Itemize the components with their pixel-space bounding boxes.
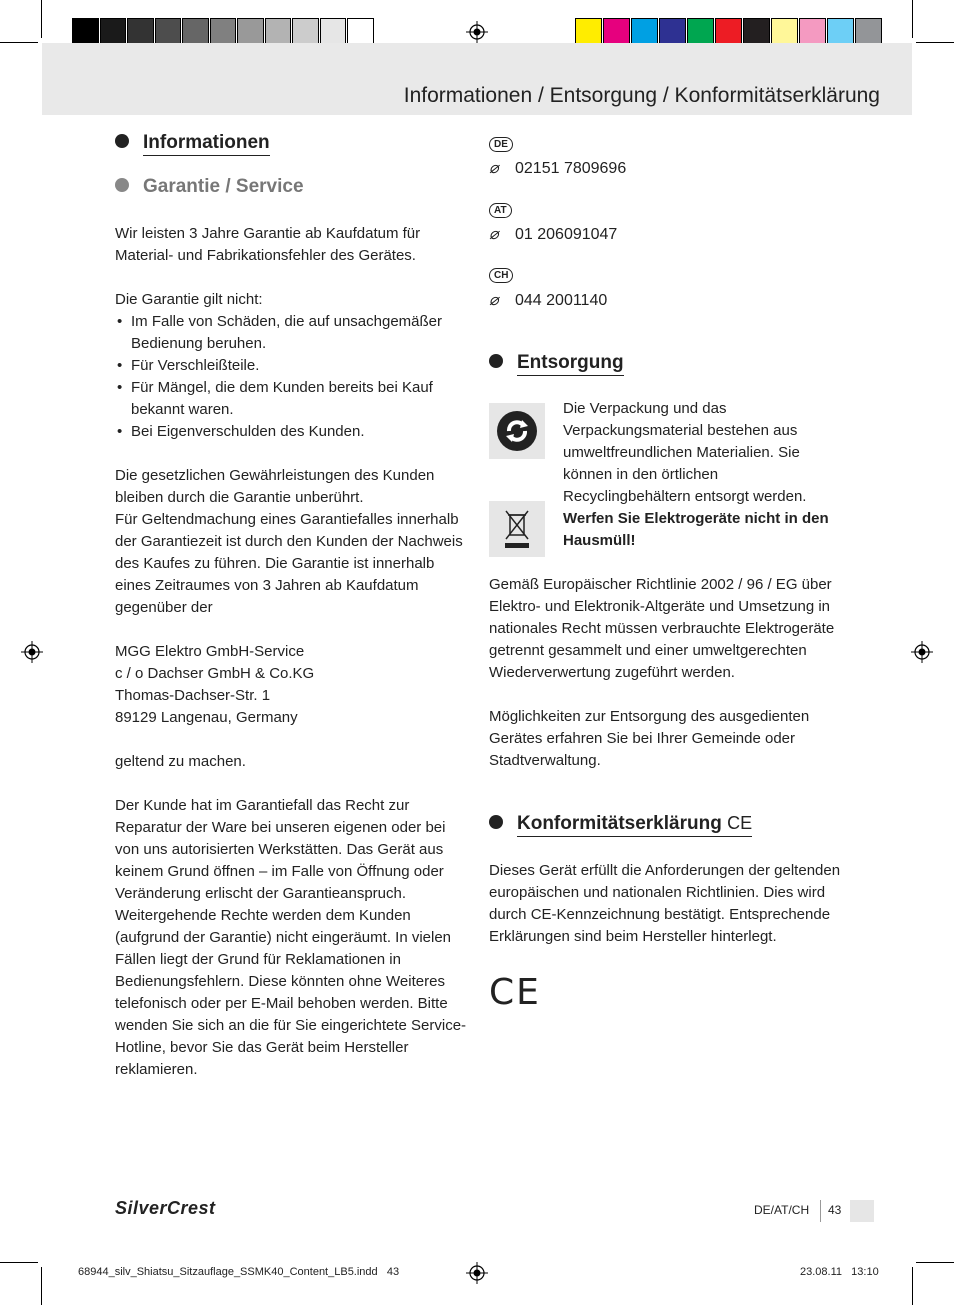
crop-mark [916, 42, 954, 43]
brand-logo: SilverCrest [115, 1198, 216, 1218]
paragraph: Für Geltendmachung eines Garantiefalles innerhalb der Garantiezeit ist durch den Kunden der Nachweis des Kaufes zu führen. Die Garantie ist innerhalb eines Zeitraumes von 3 Jahren ab Kaufdatum gegenüber der [115, 511, 463, 616]
address-line: 89129 Langenau, Germany [115, 709, 298, 726]
paragraph: Die Garantie gilt nicht: [115, 291, 263, 308]
crop-mark [912, 0, 913, 38]
page-number: 43 [828, 1203, 842, 1217]
entsorgung-text-block [489, 574, 847, 772]
hotline-number: ⌀ 02151 7809696 [489, 160, 627, 177]
bullet-dot-icon [115, 134, 129, 148]
ce-mark-icon: CE [489, 972, 541, 1013]
color-swatch [575, 18, 602, 46]
slug-file: 68944_silv_Shiatsu_Sitzauflage_SSMK40_Content_LB5.indd 43 [78, 1266, 400, 1278]
country-badge: CH [489, 268, 513, 283]
color-swatch [72, 18, 99, 46]
packaging-text: Die Verpackung und das Verpackungsmaterial bestehen aus umweltfreundlichen Materialien. Sie können in den örtlichen Recyclingbehältern entsorgt werden. [563, 400, 807, 505]
paragraph: Wir leisten 3 Jahre Garantie ab Kaufdatum für Material- und Fabrikationsfehler des Gerätes. [115, 225, 421, 264]
phone-icon: ⌀ [489, 226, 499, 243]
crop-mark [0, 1262, 38, 1263]
color-swatch [855, 18, 882, 46]
color-swatch [100, 18, 127, 46]
color-swatch [715, 18, 742, 46]
color-swatch [155, 18, 182, 46]
crop-mark [41, 0, 42, 38]
address-line: Thomas-Dachser-Str. 1 [115, 687, 271, 704]
color-swatch [799, 18, 826, 46]
color-swatch [182, 18, 209, 46]
list-item: • Für Mängel, die dem Kunden bereits bei Kauf bekannt waren. [115, 377, 467, 421]
garantie-text-block [115, 223, 467, 1081]
color-swatch [827, 18, 854, 46]
page-tab [850, 1200, 874, 1222]
country-badge: AT [489, 203, 512, 218]
color-swatch [292, 18, 319, 46]
section-heading-konformitaet: Konformitätserklärung CE [489, 813, 752, 835]
color-swatch [347, 18, 374, 46]
footer-countries: DE/AT/CH [754, 1203, 810, 1217]
paragraph: Die gesetzlichen Gewährleistungen des Kunden bleiben durch die Garantie unberührt. [115, 467, 435, 506]
bullet-dot-icon [115, 178, 129, 192]
color-swatch [265, 18, 292, 46]
section-heading-garantie: Garantie / Service [115, 176, 304, 198]
color-swatch [320, 18, 347, 46]
color-swatch [743, 18, 770, 46]
phone-icon: ⌀ [489, 160, 499, 177]
weee-warning: Werfen Sie Elektrogeräte nicht in den Hausmüll! [563, 510, 829, 549]
list-item: • Bei Eigenverschulden des Kunden. [115, 421, 467, 443]
registration-mark-icon [911, 641, 933, 663]
page-title: Informationen / Entsorgung / Konformitätserklärung [403, 84, 880, 107]
color-swatch [127, 18, 154, 46]
color-swatch [210, 18, 237, 46]
section-heading-entsorgung: Entsorgung [489, 352, 624, 374]
color-swatch [659, 18, 686, 46]
list-item: • Im Falle von Schäden, die auf unsachgemäßer Bedienung beruhen. [115, 311, 467, 355]
color-swatch [603, 18, 630, 46]
bullet-dot-icon [489, 354, 503, 368]
phone-icon: ⌀ [489, 292, 499, 309]
country-badge: DE [489, 137, 513, 152]
registration-mark-icon [466, 21, 488, 43]
paragraph: Der Kunde hat im Garantiefall das Recht zur Reparatur der Ware bei unseren eigenen oder bei von uns autorisierten Werkstätten. Das Gerät aus keinem Grund öffnen – im Falle von Öffnung oder Veränderung erlischt der Garantieanspruch. Weitergehende Rechte werden dem Kunden (aufgrund der Garantie) nicht eingeräumt. In vielen Fällen liegt der Grund für Reklamationen in Bedienungsfehlern. Diese könnten ohne Weiteres telefonisch oder per E-Mail behoben werden. Bitte wenden Sie sich an die für Sie eingerichtete Service-Hotline, bevor Sie das Gerät beim Hersteller reklamieren. [115, 797, 467, 1078]
address-line: MGG Elektro GmbH-Service [115, 643, 305, 660]
list-item: • Für Verschleißteile. [115, 355, 467, 377]
registration-mark-icon [21, 641, 43, 663]
crossed-bin-icon [489, 501, 545, 557]
slug-date: 23.08.11 13:10 [800, 1266, 879, 1278]
hotline-number: ⌀ 044 2001140 [489, 292, 608, 309]
crop-mark [0, 42, 38, 43]
paragraph: Möglichkeiten zur Entsorgung des ausgedienten Gerätes erfahren Sie bei Ihrer Gemeinde oder Stadtverwaltung. [489, 708, 810, 769]
crop-mark [916, 1262, 954, 1263]
crop-mark [41, 1267, 42, 1305]
ce-mark-small-icon: CE [727, 813, 753, 833]
color-swatch [687, 18, 714, 46]
konformitaet-text: Dieses Gerät erfüllt die Anforderungen der geltenden europäischen und nationalen Richtlinien. Dies wird durch CE-Kennzeichnung bestätigt. Entsprechende Erklärungen sind beim Hersteller hinterlegt. [489, 862, 841, 945]
recycling-icon [489, 403, 545, 459]
color-swatch [237, 18, 264, 46]
footer-divider [820, 1200, 821, 1222]
paragraph: geltend zu machen. [115, 753, 246, 770]
bullet-dot-icon [489, 815, 503, 829]
registration-mark-icon [466, 1262, 488, 1284]
address-line: c / o Dachser GmbH & Co.KG [115, 665, 315, 682]
color-swatch [771, 18, 798, 46]
paragraph: Gemäß Europäischer Richtlinie 2002 / 96 / EG über Elektro- und Elektronik-Altgeräte und Umsetzung in nationales Recht müssen verbrauchte Elektrogeräte getrennt gesammelt und einer umweltgerechten Wiederverwertung zugeführt werden. [489, 576, 835, 681]
section-heading-informationen: Informationen [115, 132, 270, 154]
crop-mark [912, 1267, 913, 1305]
color-swatch [631, 18, 658, 46]
hotline-number: ⌀ 01 206091047 [489, 226, 618, 243]
